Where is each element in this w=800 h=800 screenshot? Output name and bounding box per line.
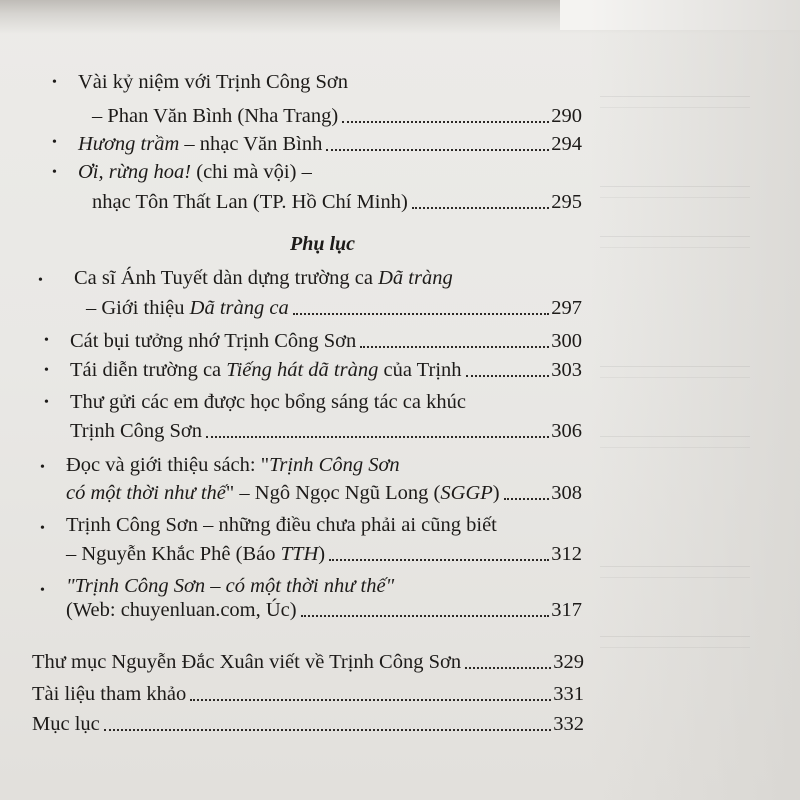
- dot-leader: [504, 497, 550, 500]
- toc-entry-title-rest: (chi mà vội) –: [191, 161, 312, 183]
- page-number: 303: [551, 359, 582, 381]
- toc-entry-title: [78, 160, 312, 184]
- dot-leader: [104, 728, 552, 731]
- dot-leader: [342, 120, 549, 123]
- page-number: 329: [553, 651, 584, 673]
- toc-entry-author: " – Ngô Ngọc Ngũ Long (: [225, 482, 441, 504]
- toc-entry-paren: ): [318, 543, 326, 565]
- page-number: 294: [551, 133, 582, 155]
- bullet-icon: •: [40, 460, 45, 475]
- toc-entry-title-cont: Trịnh Công Sơn: [70, 420, 202, 442]
- page-number: 295: [551, 191, 582, 213]
- page-number: 297: [551, 297, 582, 319]
- toc-entry-title: Mục lục: [32, 713, 100, 735]
- toc-entry-title: [66, 574, 394, 598]
- dot-leader: [465, 666, 551, 669]
- toc-entry-title-text: Ca sĩ Ánh Tuyết dàn dựng trường ca: [74, 267, 379, 289]
- bullet-icon: •: [40, 521, 45, 536]
- toc-entry-title-text: Đọc và giới thiệu sách: ": [66, 454, 270, 476]
- dot-leader: [466, 374, 550, 377]
- toc-entry-title-italic: Ơi, rừng hoa!: [78, 161, 192, 183]
- dot-leader: [412, 206, 549, 209]
- toc-entry-title: [74, 266, 453, 290]
- bullet-icon: •: [44, 333, 49, 348]
- toc-entry-line: [70, 358, 582, 382]
- toc-entry-title: Thư mục Nguyễn Đắc Xuân viết về Trịnh Công Sơn: [32, 651, 462, 673]
- toc-entry-title: Thư gửi các em được học bổng sáng tác ca khúc: [70, 391, 466, 413]
- bullet-icon: •: [40, 583, 45, 598]
- toc-entry-title-italic: Trịnh Công Sơn: [269, 454, 400, 476]
- dot-leader: [329, 558, 549, 561]
- page-number: 332: [553, 713, 584, 735]
- toc-entry-source: (Web: chuyenluan.com, Úc): [66, 599, 297, 621]
- toc-entry-line: [66, 598, 582, 622]
- toc-entry-title: Vài kỷ niệm với Trịnh Công Sơn: [78, 71, 348, 93]
- show-through-line: [600, 366, 750, 378]
- toc-entry-line: [92, 190, 582, 214]
- toc-entry-title-italic: Tiếng hát dã tràng: [226, 359, 379, 381]
- toc-entry-source: SGGP: [440, 482, 493, 504]
- page-number: 300: [551, 330, 582, 352]
- toc-entry-title-italic: có một thời như thế: [66, 482, 226, 504]
- toc-entry-author: – Nguyễn Khắc Phê (Báo: [66, 543, 281, 565]
- toc-entry-title: [66, 453, 400, 477]
- dot-leader: [360, 345, 549, 348]
- toc-entry-author: nhạc Tôn Thất Lan (TP. Hồ Chí Minh): [92, 191, 408, 213]
- dot-leader: [326, 148, 549, 151]
- toc-entry-line: [86, 296, 582, 320]
- toc-entry-author: – Phan Văn Bình (Nha Trang): [92, 105, 339, 127]
- toc-entry-title-italic: "Trịnh Công Sơn – có một thời như thế": [66, 575, 395, 597]
- toc-entry-line: [32, 712, 584, 736]
- show-through-line: [600, 236, 750, 248]
- page-number: 317: [551, 599, 582, 621]
- toc-entry-line: [92, 104, 582, 128]
- toc-entry-line: [70, 329, 582, 353]
- show-through-line: [600, 186, 750, 198]
- page-number: 312: [551, 543, 582, 565]
- bullet-icon: •: [52, 135, 57, 150]
- section-heading: Phụ lục: [290, 233, 356, 255]
- toc-entry-author: – nhạc Văn Bình: [179, 133, 323, 155]
- toc-entry-title-italic: Dã tràng: [378, 267, 453, 289]
- toc-entry-line: [70, 419, 582, 443]
- show-through-line: [600, 636, 750, 648]
- toc-entry-title: Trịnh Công Sơn – những điều chưa phải ai cũng biết: [66, 514, 497, 536]
- show-through-line: [600, 566, 750, 578]
- toc-entry-subtitle: – Giới thiệu: [86, 297, 190, 319]
- toc-entry-line: [78, 132, 582, 156]
- toc-entry-title-rest: của Trịnh: [378, 359, 462, 381]
- toc-entry-title: Hương trầm: [78, 133, 180, 155]
- show-through-line: [600, 96, 750, 108]
- bullet-icon: •: [44, 363, 49, 378]
- toc-entry-line: [32, 682, 584, 706]
- toc-entry-title-text: Tái diễn trường ca: [70, 359, 227, 381]
- bullet-icon: •: [38, 273, 43, 288]
- bullet-icon: •: [52, 165, 57, 180]
- page-number: 331: [553, 683, 584, 705]
- dot-leader: [206, 435, 549, 438]
- page-number: 290: [551, 105, 582, 127]
- toc-entry-paren: ): [492, 482, 500, 504]
- show-through-area: [590, 0, 800, 800]
- show-through-line: [600, 436, 750, 448]
- toc-entry-subtitle-italic: Dã tràng ca: [189, 297, 289, 319]
- toc-entry-title: Cát bụi tưởng nhớ Trịnh Công Sơn: [70, 330, 357, 352]
- toc-entry-title: Tài liệu tham khảo: [32, 683, 187, 705]
- dot-leader: [301, 614, 550, 617]
- page-number: 308: [551, 482, 582, 504]
- toc-entry-line: [66, 542, 582, 566]
- dot-leader: [293, 312, 550, 315]
- bullet-icon: •: [44, 395, 49, 410]
- toc-entry-line: [32, 650, 584, 674]
- toc-entry-line: [66, 481, 582, 505]
- page-number: 306: [551, 420, 582, 442]
- bullet-icon: •: [52, 75, 57, 90]
- dot-leader: [190, 698, 551, 701]
- toc-entry-source: TTH: [280, 543, 319, 565]
